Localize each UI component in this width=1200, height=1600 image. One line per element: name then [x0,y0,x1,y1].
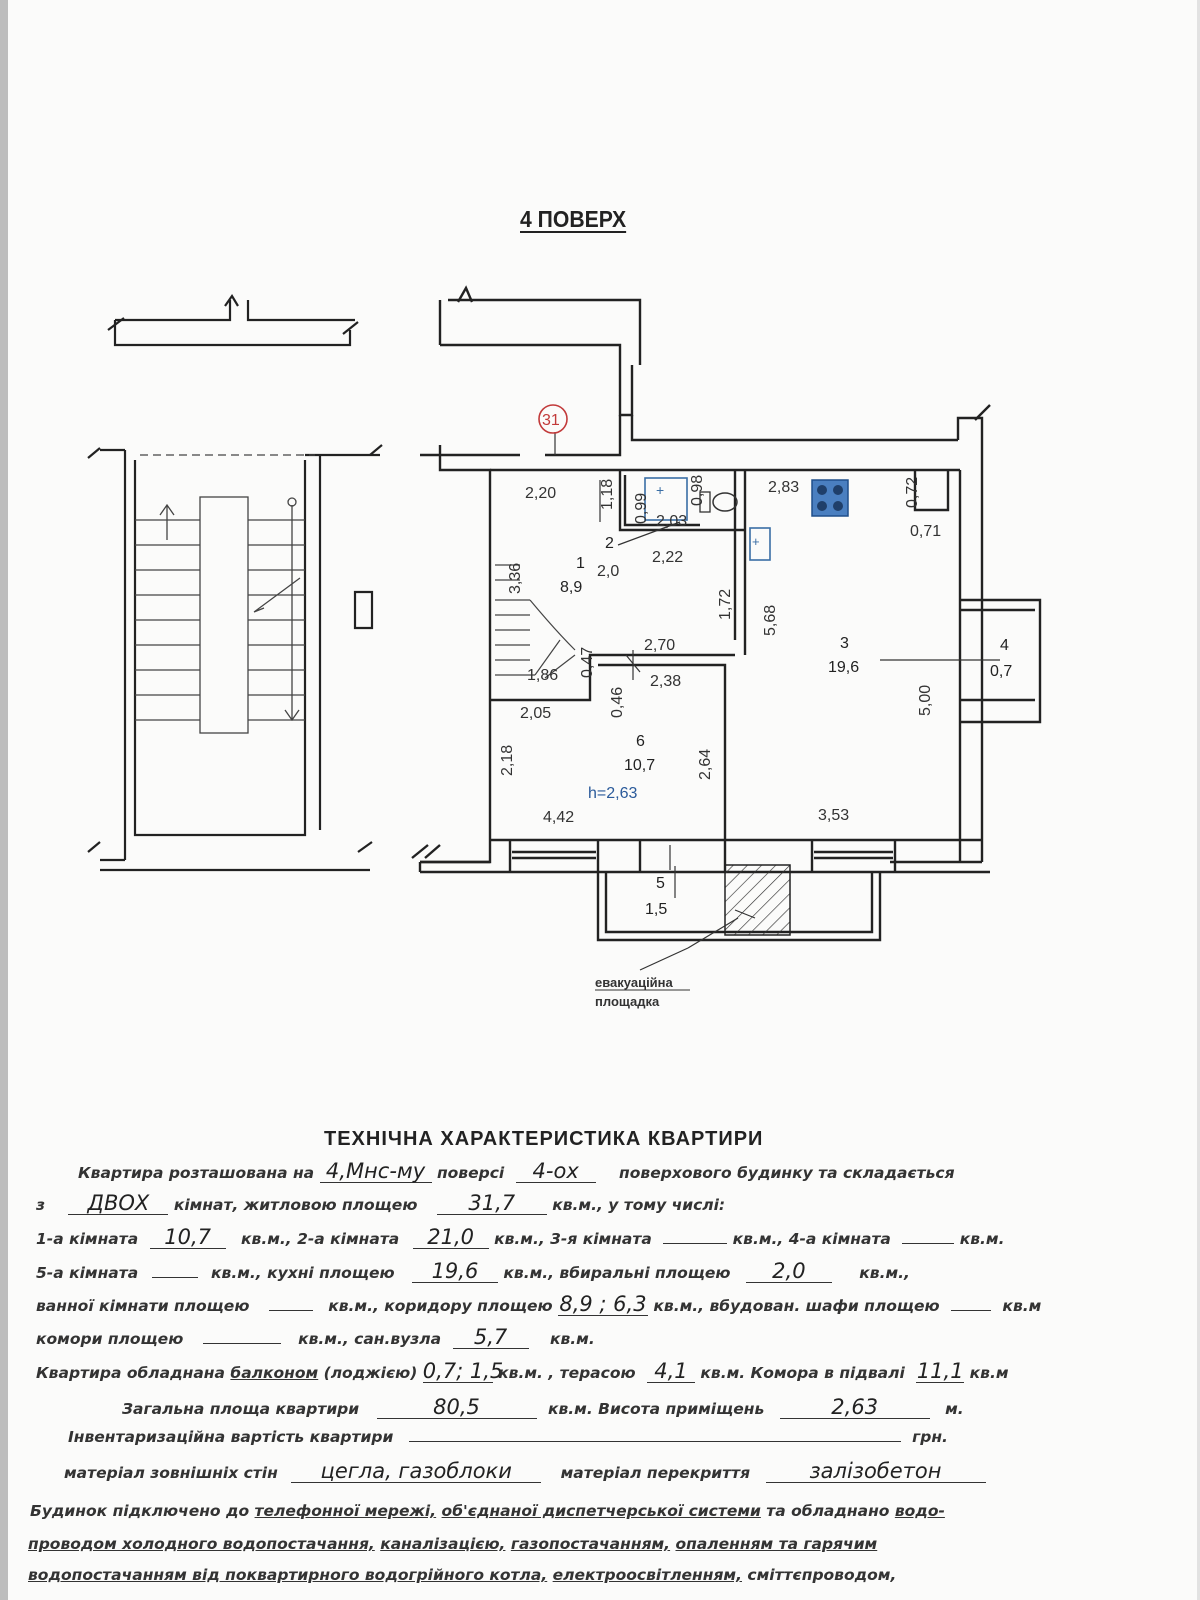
section-title: ТЕХНІЧНА ХАРАКТЕРИСТИКА КВАРТИРИ [324,1128,764,1150]
svg-text:h=2,63: h=2,63 [588,785,638,802]
svg-text:2,38: 2,38 [650,673,682,690]
svg-text:1: 1 [576,555,585,572]
spec-row-12: проводом холодного водопостачання, каналізацією, газопостачанням, опаленням та гарячим [28,1535,878,1553]
svg-text:0,46: 0,46 [609,686,626,718]
svg-text:2,03: 2,03 [656,513,688,530]
spec-row-11: Будинок підключено до телефонної мережі, об'єднаної диспетчерської системи та обладнано водо- [30,1502,945,1520]
spec-row-7: Квартира обладнана балконом (лоджією) 0,7; 1,5 кв.м. , терасою 4,1 кв.м. Комора в підвалі 11,1 кв.м [36,1359,1009,1383]
kitchen-value: 19,6 [412,1260,498,1283]
svg-text:3,36: 3,36 [507,562,524,594]
svg-text:0,7: 0,7 [990,663,1013,680]
svg-text:0,98: 0,98 [689,474,706,506]
svg-text:4,42: 4,42 [543,809,575,826]
svg-text:6: 6 [636,733,645,750]
spec-row-6: комори площею кв.м., сан.вузла 5,7 кв.м. [36,1325,595,1349]
svg-text:8,9: 8,9 [560,579,583,596]
storage-value: 11,1 [916,1359,964,1383]
ceiling-material-value: залізобетон [766,1460,986,1483]
svg-text:2,05: 2,05 [520,705,552,722]
svg-text:2,0: 2,0 [597,563,620,580]
svg-text:1,86: 1,86 [527,667,559,684]
svg-text:19,6: 19,6 [828,659,860,676]
floor-value: 4,Мнс-му [320,1160,432,1183]
svg-text:площадка: площадка [595,994,660,1009]
svg-text:0,71: 0,71 [910,523,942,540]
sanuzel-value: 5,7 [453,1326,529,1349]
svg-text:1,5: 1,5 [645,901,668,918]
svg-text:31: 31 [542,412,560,429]
living-area-value: 31,7 [437,1192,547,1215]
svg-text:2,83: 2,83 [768,479,800,496]
svg-text:2: 2 [605,535,614,552]
svg-text:2,22: 2,22 [652,549,684,566]
spec-row-3: 1-а кімната 10,7 кв.м., 2-а кімната 21,0 кв.м., 3-я кімната кв.м., 4-а кімната кв.м. [36,1225,1005,1249]
rooms-value: ДВОХ [68,1192,168,1215]
svg-text:0,99: 0,99 [633,492,650,524]
stove-icon [812,480,848,516]
walls-value: цегла, газоблоки [291,1460,541,1483]
room2-value: 21,0 [413,1226,489,1249]
spec-row-13: водопостачанням від поквартирного водогрійного котла, електроосвітленням, сміттєпроводом, [28,1566,897,1584]
svg-text:+: + [656,482,665,498]
svg-text:5: 5 [656,875,665,892]
terrace-value: 4,1 [647,1360,695,1383]
svg-text:3,53: 3,53 [818,807,850,824]
svg-text:2,18: 2,18 [499,744,516,776]
ceiling-height-value: 2,63 [780,1396,930,1419]
spec-row-1: Квартира розташована на 4,Мнс-му поверсі 4-ох поверхового будинку та складається [78,1159,955,1183]
room1-value: 10,7 [150,1226,226,1249]
svg-text:2,20: 2,20 [525,485,557,502]
spec-row-8: Загальна площа квартири 80,5 кв.м. Висота приміщень 2,63 м. [122,1395,964,1419]
spec-row-10: матеріал зовнішніх стін цегла, газоблоки матеріал перекриття залізобетон [64,1460,986,1483]
svg-text:0,47: 0,47 [579,646,596,678]
floors-total-value: 4-ох [516,1160,596,1183]
svg-text:10,7: 10,7 [624,757,656,774]
spec-row-4: 5-а кімната кв.м., кухні площею 19,6 кв.м., вбиральні площею 2,0 кв.м., [36,1259,910,1283]
svg-text:евакуаційна: евакуаційна [595,975,673,990]
svg-text:4: 4 [1000,637,1009,654]
spec-row-9: Інвентаризаційна вартість квартири грн. [68,1428,948,1446]
spec-row-5: ванної кімнати площею кв.м., коридору площею 8,9 ; 6,3 кв.м., вбудован. шафи площею кв.м [36,1292,1042,1316]
spec-row-2: з ДВОХ кімнат, житловою площею 31,7 кв.м., у тому числі: [36,1191,726,1215]
svg-text:2,64: 2,64 [697,748,714,780]
floor-title: 4 ПОВЕРХ [520,206,627,232]
toilet-value: 2,0 [746,1260,832,1283]
svg-text:0,72: 0,72 [904,476,921,508]
balcony-value: 0,7; 1,5 [422,1359,504,1383]
svg-text:1,72: 1,72 [717,588,734,620]
svg-text:+: + [752,534,760,549]
total-area-value: 80,5 [377,1396,537,1419]
svg-text:3: 3 [840,635,849,652]
svg-text:2,70: 2,70 [644,637,676,654]
svg-text:1,18: 1,18 [599,478,616,510]
corridor-value: 8,9 ; 6,3 [559,1292,647,1316]
svg-text:5,68: 5,68 [762,604,779,636]
svg-text:5,00: 5,00 [917,684,934,716]
